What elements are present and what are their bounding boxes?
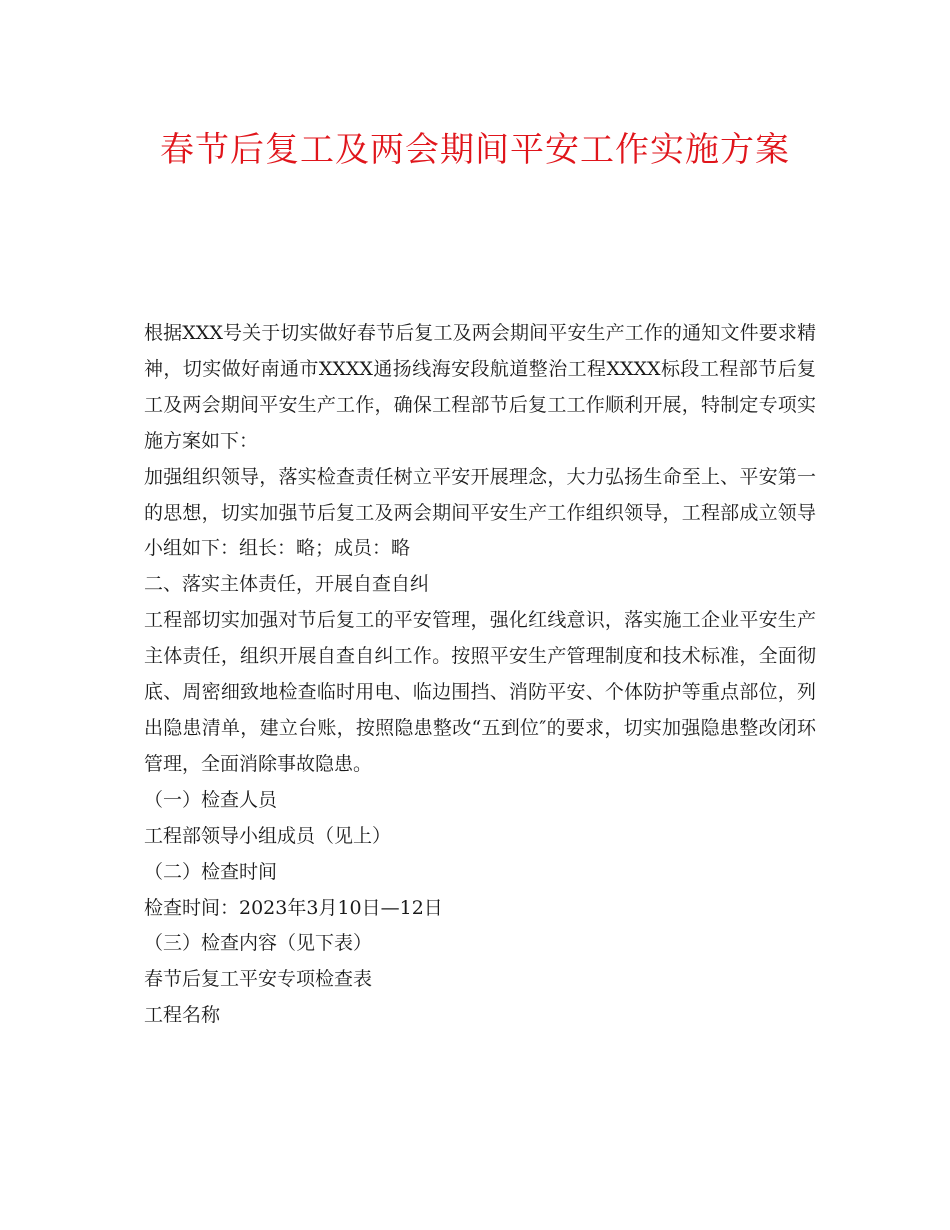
paragraph-self-inspection: 工程部切实加强对节后复工的平安管理，强化红线意识，落实施工企业平安生产主体责任，组织开展自查自纠工作。按照平安生产管理制度和技术标准，全面彻底、周密细致地检查临时用电、临边围挡、消防平安、个体防护等重点部位，列出隐患清单，建立台账，按照隐患整改“五到位″的要求，切实加强隐患整改闭环管理，全面消除事故隐患。 [144, 609, 816, 775]
subheading-inspection-time: （二）检查时间 [144, 860, 278, 883]
subheading-inspectors: （一）检查人员 [144, 788, 278, 811]
subheading-inspection-content: （三）检查内容（见下表） [144, 932, 373, 955]
paragraph-inspection-time: 检查时间：2023年3月10日—12日 [144, 896, 443, 919]
document-body [144, 316, 816, 1034]
paragraph-project-name: 工程名称 [144, 1004, 221, 1027]
section-heading-responsibility: 二、落实主体责任，开展自查自纠 [144, 573, 430, 596]
document-title: 春节后复工及两会期间平安工作实施方案 [160, 130, 790, 170]
paragraph-checklist-title: 春节后复工平安专项检查表 [144, 968, 373, 991]
paragraph-inspectors: 工程部领导小组成员（见上） [144, 824, 392, 847]
paragraph-organization: 加强组织领导，落实检查责任树立平安开展理念，大力弘扬生命至上、平安第一的思想，切实加强节后复工及两会期间平安生产工作组织领导，工程部成立领导小组如下：组长：略；成员：略 [144, 465, 816, 560]
paragraph-intro: 根据XXX号关于切实做好春节后复工及两会期间平安生产工作的通知文件要求精神，切实做好南通市XXXX通扬线海安段航道整治工程XXXX标段工程部节后复工及两会期间平安生产工作，确保工程部节后复工工作顺利开展，特制定专项实施方案如下： [144, 322, 816, 452]
